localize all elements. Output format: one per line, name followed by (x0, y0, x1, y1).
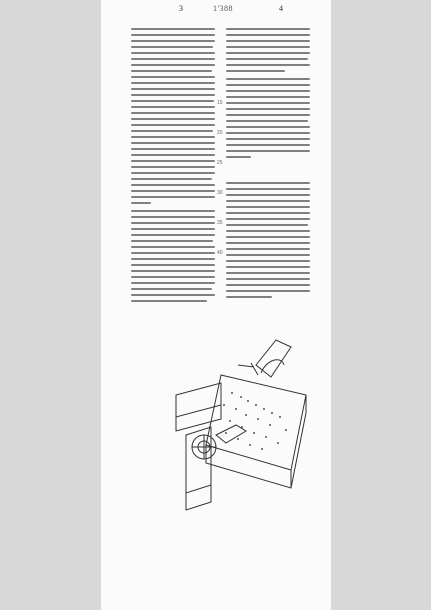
page-number-left: 3 (179, 4, 183, 13)
line-number: 20 (217, 130, 223, 136)
line-number: 30 (217, 190, 223, 196)
page-number-right: 4 (279, 4, 283, 13)
header-fragment: 1'388 (213, 4, 233, 13)
technical-drawing (166, 335, 316, 515)
paragraph (131, 28, 215, 204)
text-column-right (226, 28, 310, 304)
line-number: 40 (217, 250, 223, 256)
paragraph (131, 210, 215, 302)
line-number: 25 (217, 160, 223, 166)
paragraph (226, 28, 310, 72)
paragraph (226, 78, 310, 158)
line-number: 35 (217, 220, 223, 226)
text-column-left (131, 28, 215, 308)
paragraph (226, 182, 310, 298)
line-number: 15 (217, 100, 223, 106)
scanned-page (101, 0, 331, 610)
